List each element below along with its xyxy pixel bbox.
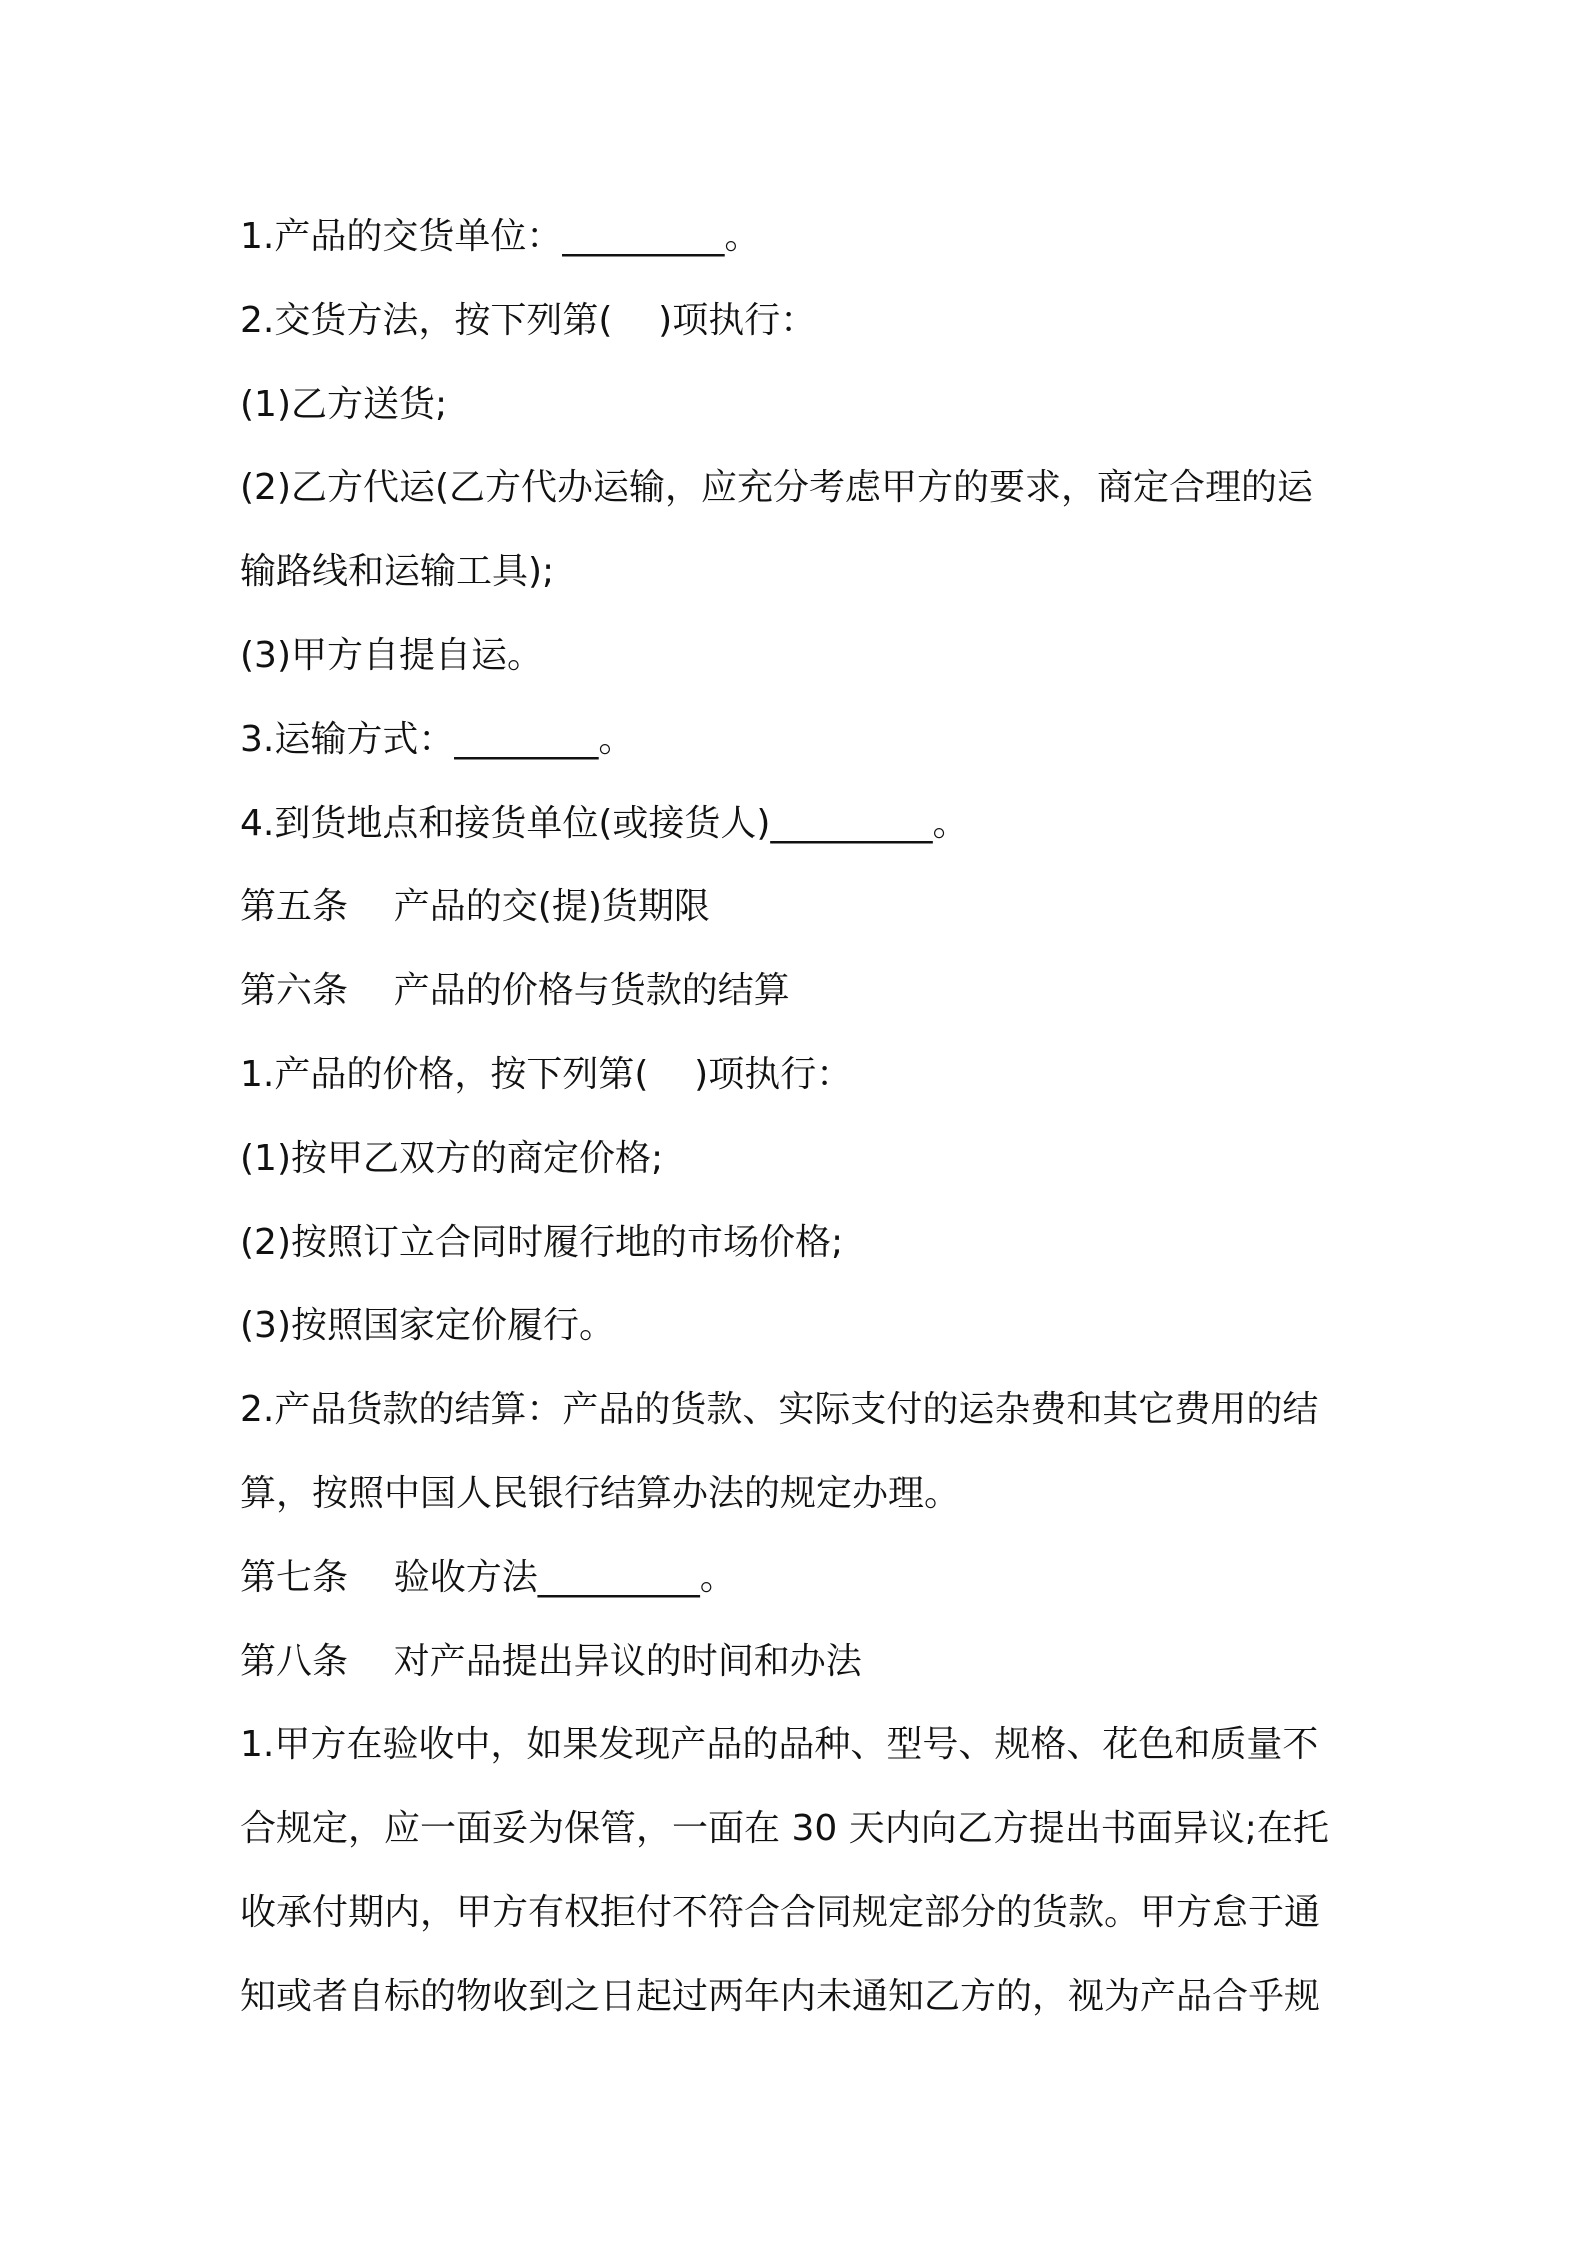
text-line-14: (3)按照国家定价履行。 <box>240 1305 615 1347</box>
text-line-6: (3)甲方自提自运。 <box>240 634 543 676</box>
text-line-4: (2)乙方代运(乙方代办运输，应充分考虑甲方的要求，商定合理的运 <box>240 467 1314 509</box>
text-line-7: 3.运输方式：________。 <box>240 718 635 760</box>
document-body <box>240 195 1360 2039</box>
text-line-8: 4.到货地点和接货单位(或接货人)_________。 <box>240 802 969 844</box>
text-line-13: (2)按照订立合同时履行地的市场价格; <box>240 1221 844 1263</box>
text-line-20: 合规定，应一面妥为保管，一面在 30 天内向乙方提出书面异议;在托 <box>240 1808 1329 1850</box>
article-heading-8: 第八条 对产品提出异议的时间和办法 <box>240 1640 862 1682</box>
text-line-5: 输路线和运输工具); <box>240 551 555 593</box>
text-line-2: 2.交货方法，按下列第( )项执行： <box>240 299 817 341</box>
text-line-12: (1)按甲乙双方的商定价格; <box>240 1137 664 1179</box>
text-line-16: 算，按照中国人民银行结算办法的规定办理。 <box>240 1472 961 1514</box>
article-heading-5: 第五条 产品的交(提)货期限 <box>240 886 710 928</box>
text-line-21: 收承付期内，甲方有权拒付不符合合同规定部分的货款。甲方怠于通 <box>240 1891 1321 1933</box>
text-line-22: 知或者自标的物收到之日起过两年内未通知乙方的，视为产品合乎规 <box>240 1975 1321 2017</box>
article-heading-7: 第七条 验收方法_________。 <box>240 1556 736 1598</box>
text-line-1: 1.产品的交货单位：_________。 <box>240 216 761 257</box>
article-heading-6: 第六条 产品的价格与货款的结算 <box>240 970 790 1012</box>
text-line-19: 1.甲方在验收中，如果发现产品的品种、型号、规格、花色和质量不 <box>240 1724 1319 1766</box>
text-line-11: 1.产品的价格，按下列第( )项执行： <box>240 1053 853 1095</box>
text-line-15: 2.产品货款的结算：产品的货款、实际支付的运杂费和其它费用的结 <box>240 1389 1319 1431</box>
text-line-3: (1)乙方送货; <box>240 383 448 425</box>
